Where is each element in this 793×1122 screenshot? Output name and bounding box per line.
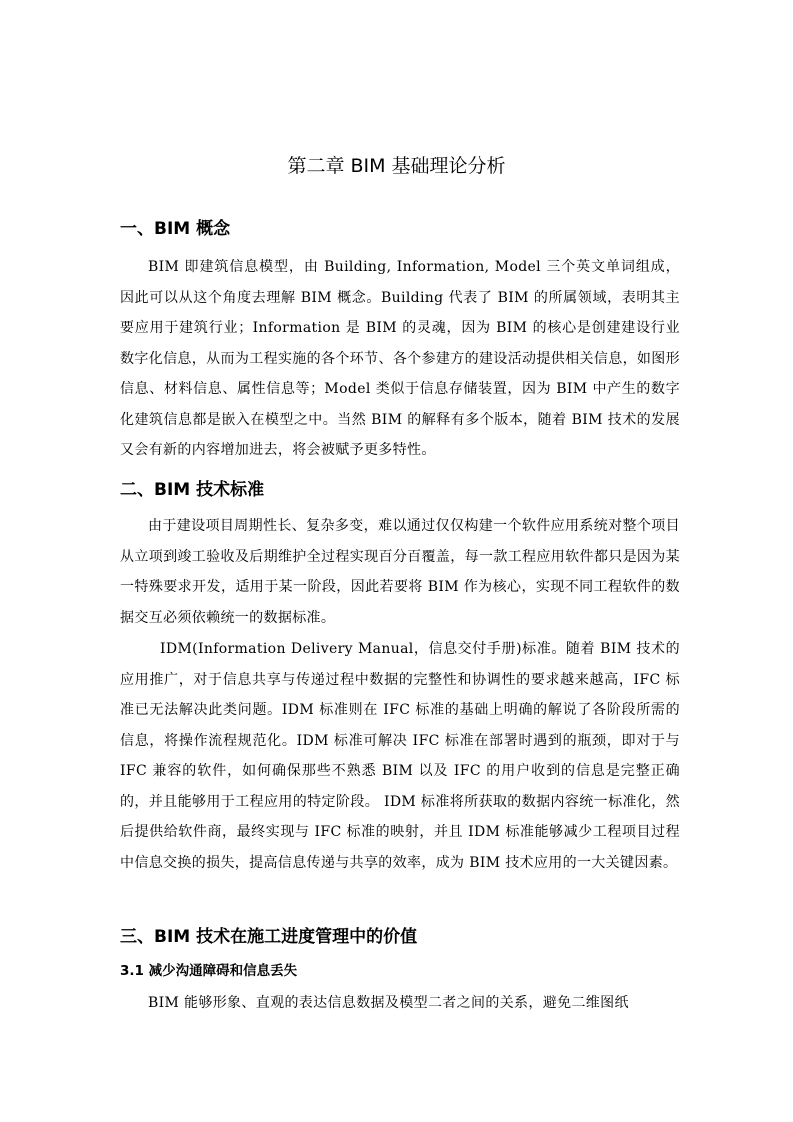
paragraph-bim-standard-intro: 由于建设项目周期性长、复杂多变，难以通过仅仅构建一个软件应用系统对整个项目从立项到竣工验收及后期维护全过程实现百分百覆盖，每一款工程应用软件都只是因为某一特殊要求开发，适用于某一阶段，因此若要将 BIM 作为核心，实现不同工程软件的数据交互必须依赖统一的数据标准。 (120, 518, 680, 626)
section-heading-bim-standard: 二、BIM 技术标准 (120, 480, 265, 500)
subsection-heading-3-1: 3.1 减少沟通障碍和信息丢失 (120, 963, 298, 979)
paragraph-3-1: BIM 能够形象、直观的表达信息数据及模型二者之间的关系，避免二维图纸 (148, 995, 629, 1011)
section-heading-bim-concept: 一、BIM 概念 (120, 219, 231, 239)
chapter-title: 第二章 BIM 基础理论分析 (287, 155, 506, 177)
paragraph-bim-concept: BIM 即建筑信息模型，由 Building, Information, Model 三个英文单词组成，因此可以从这个角度去理解 BIM 概念。Building 代表了 BIM 的所属领域，表明其主要应用于建筑行业；Information 是 BIM 的灵魂，因为 BIM 的核心是创建建设行业数字化信息，从而为工程实施的各个环节、各个参建方的建设活动提供相关信息，如图形信息、材料信息、属性信息等；Model 类似于信息存储装置，因为 BIM 中产生的数字化建筑信息都是嵌入在模型之中。当然 BIM 的解释有多个版本，随着 BIM 技术的发展又会有新的内容增加进去，将会被赋予更多特性。 (120, 259, 680, 458)
section-heading-bim-value: 三、BIM 技术在施工进度管理中的价值 (120, 927, 418, 947)
paragraph-idm-standard: IDM(Information Delivery Manual，信息交付手册)标准。随着 BIM 技术的应用推广，对于信息共享与传递过程中数据的完整性和协调性的要求越来越高，IFC 标准已无法解决此类问题。IDM 标准则在 IFC 标准的基础上明确的解说了各阶段所需的信息，将操作流程规范化。IDM 标准可解决 IFC 标准在部署时遇到的瓶颈，即对于与 IFC 兼容的软件，如何确保那些不熟悉 BIM 以及 IFC 的用户收到的信息是完整正确的，并且能够用于工程应用的特定阶段。 IDM 标准将所获取的数据内容统一标准化，然后提供给软件商，最终实现与 IFC 标准的映射，并且 IDM 标准能够减少工程项目过程中信息交换的损失，提高信息传递与共享的效率，成为 BIM 技术应用的一大关键因素。 (120, 641, 680, 871)
